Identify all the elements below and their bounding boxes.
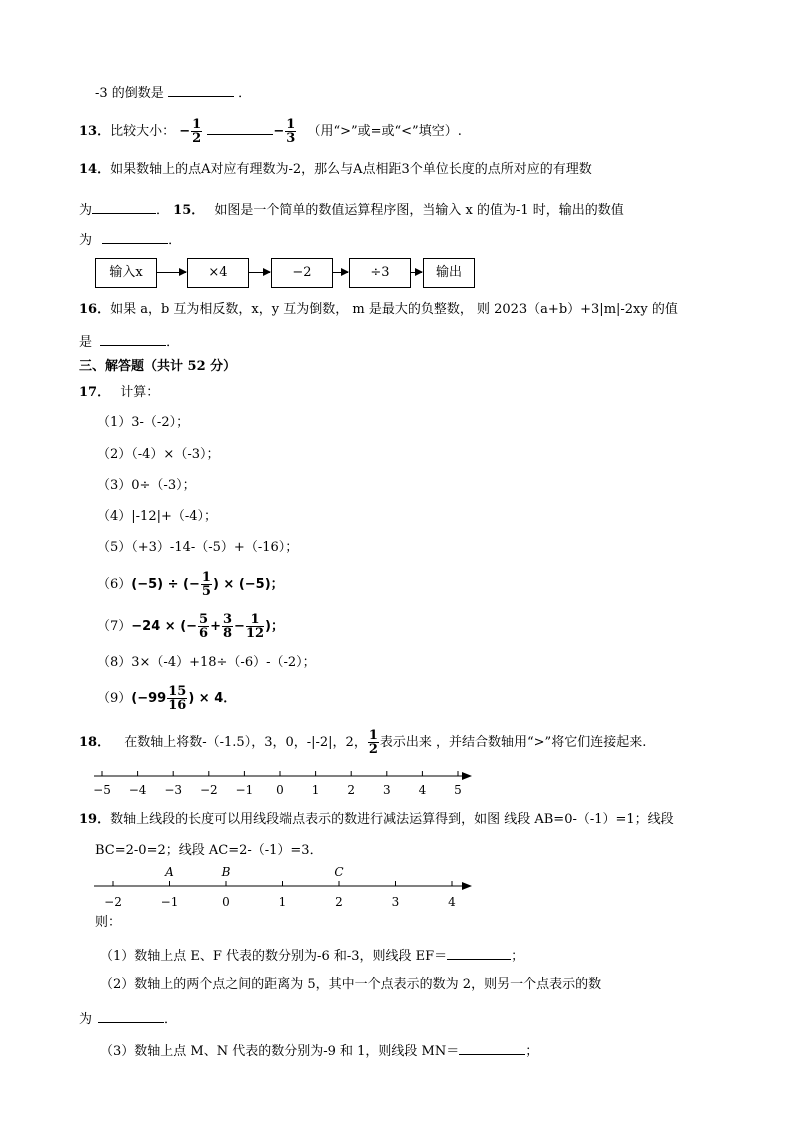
- question-18: 18． 在数轴上将数-（-1.5），3，0，-|-2|，2， $\frac{1}{2}$ 表示出来 ，并结合数轴用“>”将它们连接起来.: [79, 728, 647, 757]
- q17-item-6: （6）(−5) ÷ (− $\frac{1}{5}$ ) × (−5)；: [97, 570, 284, 599]
- arrow-icon: [332, 272, 348, 273]
- tick-label: 1: [278, 895, 287, 909]
- tick-label: 3: [382, 783, 391, 797]
- answer-blank[interactable]: [447, 945, 511, 960]
- tick-label: −5: [93, 783, 111, 797]
- tick-label: 4: [448, 895, 456, 909]
- fraction: $\frac{1}{3}$: [286, 117, 296, 146]
- q19-sub-1: （1）数轴上点 E、F 代表的数分别为-6 和-3，则线段 EF＝ ；: [100, 945, 524, 966]
- flow-box-multiply: ×4: [187, 258, 249, 288]
- tick-label: 3: [391, 895, 400, 909]
- point-label: C: [334, 865, 344, 879]
- question-15-cont: 为 ．: [79, 229, 181, 250]
- tick-label: −2: [104, 895, 122, 909]
- question-16-cont: 是 ．: [79, 331, 179, 352]
- question-14: 14．如果数轴上的点A对应有理数为-2，那么与A点相距3个单位长度的点所对应的有理数: [79, 162, 592, 177]
- flow-box-output: 输出: [423, 258, 475, 288]
- question-15: 如图是一个简单的数值运算程序图，当输入 x 的值为-1 时，输出的数值: [214, 203, 624, 218]
- tick-label: 1: [311, 783, 320, 797]
- q17-item-3: （3）0÷（-3）；: [97, 478, 196, 493]
- tick-label: 2: [335, 895, 343, 909]
- question-19-line2: BC=2-0=2；线段 AC=2-（-1）=3．: [95, 843, 323, 858]
- tick-label: 2: [347, 783, 356, 797]
- q19-sub-2-cont: 为 ．: [79, 1008, 177, 1029]
- number-line-2: [88, 862, 483, 912]
- tick-label: −4: [128, 783, 147, 797]
- answer-blank[interactable]: [207, 120, 273, 135]
- q12-line: -3 的倒数是 ．: [95, 82, 251, 103]
- tick-label: 0: [276, 783, 284, 797]
- tick-label: −3: [164, 783, 183, 797]
- fraction: $\frac{1}{2}$: [192, 117, 202, 146]
- tick-label: 4: [418, 783, 427, 797]
- section-heading: 三、解答题（共计 52 分）: [79, 359, 237, 374]
- arrow-icon: [410, 272, 422, 273]
- answer-blank[interactable]: [168, 82, 234, 97]
- flow-box-divide: ÷3: [349, 258, 411, 288]
- q17-item-7: （7）−24 × (− $\frac{5}{6}$ + $\frac{3}{8}$ − $\frac{1}{12}$ )；: [97, 612, 284, 641]
- q17-item-8: （8）3×（-4）+18÷（-6）-（-2）；: [97, 655, 316, 670]
- flow-box-input: 输入x: [95, 258, 157, 288]
- q12-text: -3 的倒数是: [95, 86, 164, 101]
- number-line-1: [88, 766, 483, 800]
- q17-item-2: （2）（-4）×（-3）；: [97, 447, 220, 462]
- q17-item-9: （9）(−99 $\frac{15}{16}$ ) × 4．: [97, 684, 237, 713]
- tick-label: 5: [454, 783, 462, 797]
- tick-label: −1: [235, 783, 254, 797]
- question-13: 13．比较大小： − $\frac{1}{2}$ − $\frac{1}{3}$ （用“>”或=或“<”填空）.: [79, 117, 462, 146]
- tick-label: −2: [199, 783, 218, 797]
- tick-label: 0: [222, 895, 230, 909]
- q17-item-4: （4）|-12|+（-4）；: [97, 509, 218, 524]
- arrow-icon: [156, 272, 186, 273]
- answer-blank[interactable]: [98, 1008, 164, 1023]
- q19-sub-3: （3）数轴上点 M、N 代表的数分别为-9 和 1，则线段 MN＝ ；: [100, 1040, 538, 1061]
- flow-box-subtract: −2: [271, 258, 333, 288]
- q17-item-1: （1）3-（-2）；: [97, 415, 190, 430]
- arrow-icon: [248, 272, 270, 273]
- tick-label: −1: [160, 895, 179, 909]
- answer-blank[interactable]: [100, 331, 166, 346]
- question-14-cont: 为 ． 15． 如图是一个简单的数值运算程序图，当输入 x 的值为-1 时，输出的数值: [79, 199, 624, 220]
- question-19: 19．数轴上线段的长度可以用线段端点表示的数进行减法运算得到，如图 线段 AB=0-（-1）=1；线段: [79, 812, 674, 827]
- point-label: B: [221, 865, 231, 879]
- q19-sub-2: （2）数轴上的两个点之间的距离为 5，其中一个点表示的数为 2，则另一个点表示的数: [100, 977, 602, 992]
- point-label: A: [165, 865, 174, 879]
- question-17: 17． 计算：: [79, 385, 160, 400]
- answer-blank[interactable]: [459, 1040, 525, 1055]
- answer-blank[interactable]: [92, 199, 156, 214]
- q17-item-5: （5）（+3）-14-（-5）+（-16）；: [97, 540, 299, 555]
- answer-blank[interactable]: [102, 229, 168, 244]
- question-16: 16．如果 a，b 互为相反数，x，y 互为倒数， m 是最大的负整数， 则 2023（a+b）+3|m|-2xy 的值: [79, 302, 678, 317]
- then-label: 则：: [95, 915, 122, 930]
